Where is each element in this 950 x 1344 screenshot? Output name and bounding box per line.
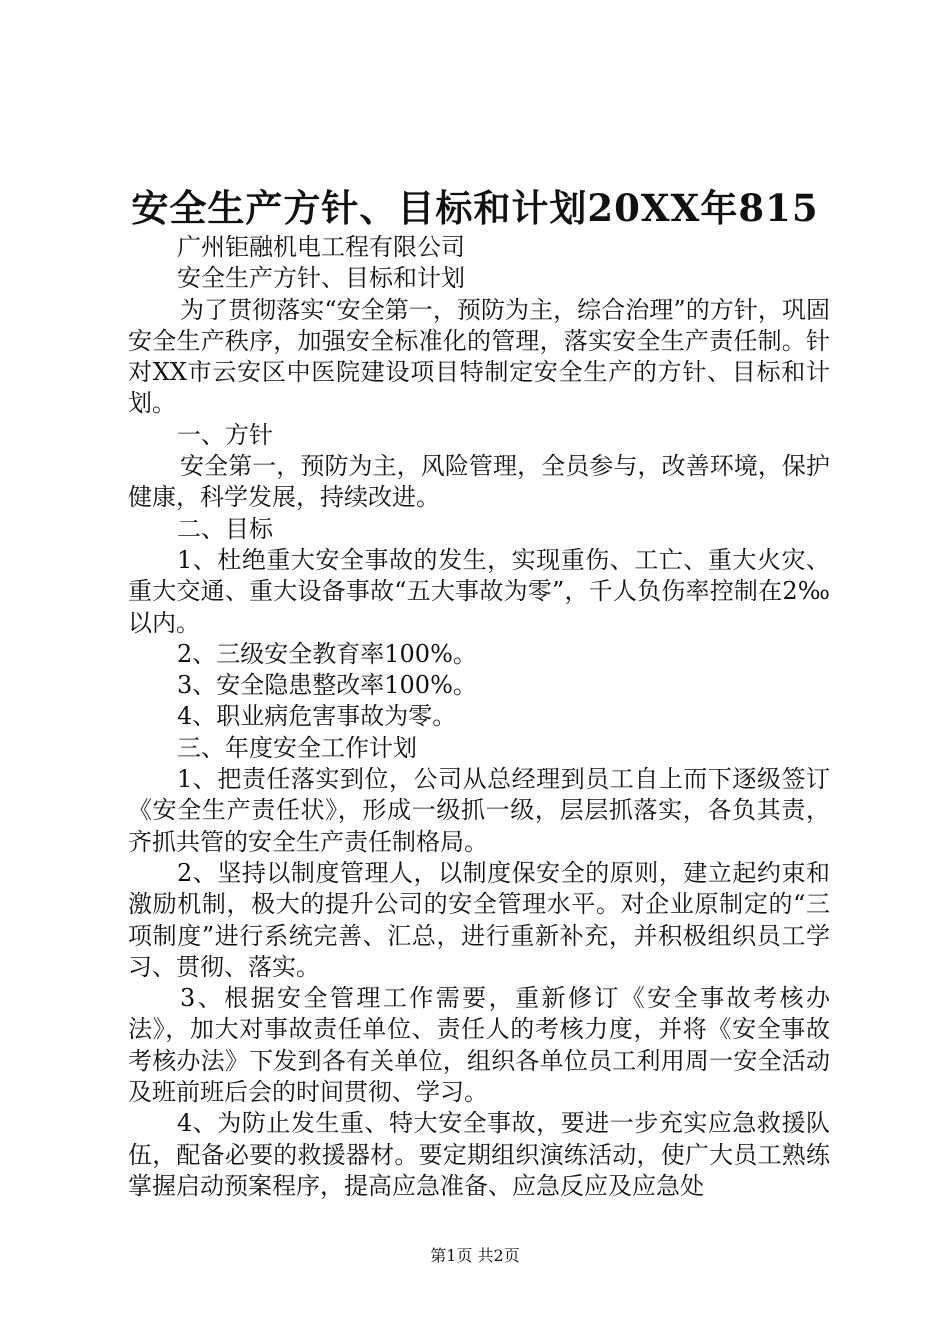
goal-item: 4、职业病危害事故为零。 bbox=[177, 702, 457, 731]
intro-paragraph: 为了贯彻落实“安全第一，预防为主，综合治理”的方针，巩固安全生产秩序，加强安全标准化的管理，落实安全生产责任制。针对XX市云安区中医院建设项目特制定安全生产的方针、目标和计划。 bbox=[128, 295, 830, 418]
plan-item: 2、坚持以制度管理人，以制度保安全的原则，建立起约束和激励机制，极大的提升公司的安全管理水平。对企业原制定的“三项制度”进行系统完善、汇总，进行重新补充，并积极组织员工学习、贯彻、落实。 bbox=[128, 858, 830, 981]
document-title: 安全生产方针、目标和计划20XX年815 bbox=[131, 186, 819, 230]
goal-item: 3、安全隐患整改率100%。 bbox=[177, 671, 477, 700]
plan-item: 4、为防止发生重、特大安全事故，要进一步充实应急救援队伍，配备必要的救援器材。要定期组织演练活动，使广大员工熟练掌握启动预案程序，提高应急准备、应急反应及应急处 bbox=[128, 1109, 830, 1200]
plan-item: 3、根据安全管理工作需要，重新修订《安全事故考核办法》，加大对事故责任单位、责任人的考核力度，并将《安全事故考核办法》下发到各有关单位，组织各单位员工利用周一安全活动及班前班后会的时间贯彻、学习。 bbox=[128, 984, 830, 1107]
subtitle: 安全生产方针、目标和计划 bbox=[177, 264, 465, 293]
goal-item: 2、三级安全教育率100%。 bbox=[177, 639, 477, 668]
section-heading-goals: 二、目标 bbox=[177, 514, 273, 543]
section-heading-plan: 三、年度安全工作计划 bbox=[177, 733, 417, 762]
plan-item: 1、把责任落实到位，公司从总经理到员工自上而下逐级签订《安全生产责任状》，形成一级抓一级，层层抓落实，各负其责，齐抓共管的安全生产责任制格局。 bbox=[128, 765, 830, 856]
company-name: 广州钜融机电工程有限公司 bbox=[177, 233, 465, 261]
section-heading-policy: 一、方针 bbox=[177, 420, 273, 449]
document-body bbox=[128, 232, 830, 1202]
goal-item: 1、杜绝重大安全事故的发生，实现重伤、工亡、重大火灾、重大交通、重大设备事故“五大事故为零”，千人负伤率控制在2‰以内。 bbox=[128, 545, 830, 637]
page-footer: 第1页 共2页 bbox=[430, 1246, 520, 1265]
policy-paragraph: 安全第一，预防为主，风险管理，全员参与，改善环境，保护健康，科学发展，持续改进。 bbox=[128, 452, 830, 512]
